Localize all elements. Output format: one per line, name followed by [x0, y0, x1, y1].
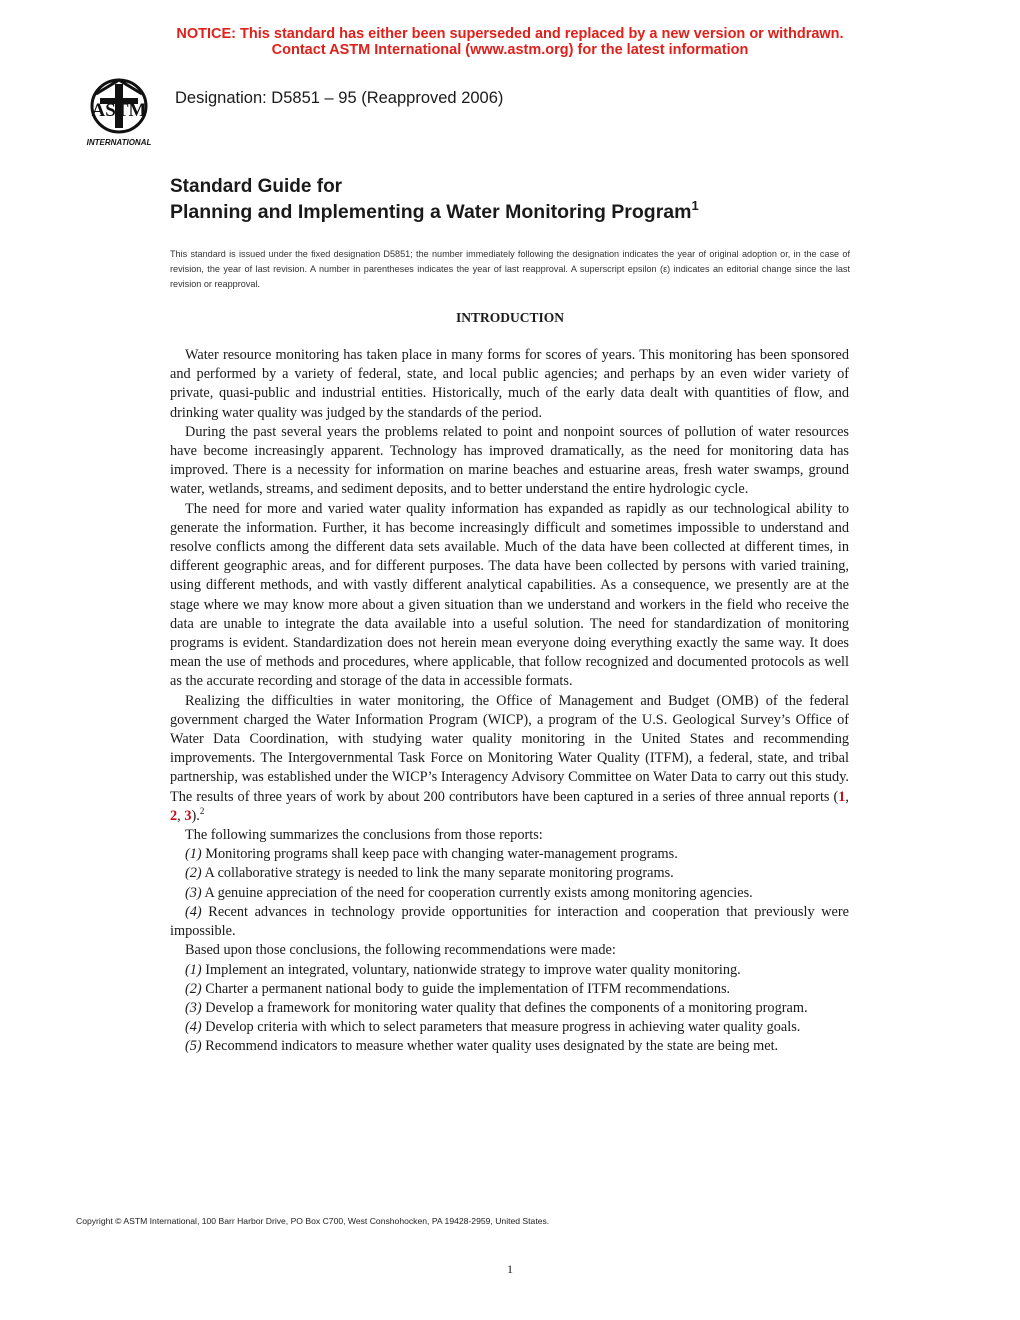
item-number: (5)	[185, 1038, 202, 1055]
document-title	[170, 175, 850, 225]
ref-separator: ,	[177, 807, 185, 824]
item-text: A collaborative strategy is needed to link the many separate monitoring programs.	[201, 865, 674, 882]
ref-close: ).	[191, 807, 200, 824]
page-number: 1	[507, 1262, 513, 1276]
introduction-heading: INTRODUCTION	[455, 310, 564, 325]
item-text: Charter a permanent national body to guide the implementation of ITFM recommendations.	[201, 980, 731, 997]
intro-paragraph: Water resource monitoring has taken place in many forms for scores of years. This monitoring has been sponsored and performed by a variety of federal, state, and local public agencies; and perhaps by an even wider variety of private, quasi-public and industrial entities. Historically, much of the early data dealt with quantities of flow, and drinking water quality was judged by the standards of the period.	[170, 347, 849, 421]
ref-separator: ,	[845, 788, 849, 805]
designation: Designation: D5851 – 95 (Reapproved 2006)	[175, 89, 504, 107]
item-text: Develop criteria with which to select parameters that measure progress in achieving water quality goals.	[201, 1019, 801, 1036]
item-text: Monitoring programs shall keep pace with changing water-management programs.	[201, 846, 678, 863]
conclusion-item	[170, 903, 849, 941]
astm-logo	[78, 76, 160, 148]
notice-line-1: NOTICE: This standard has either been superseded and replaced by a new version or withdrawn.	[176, 26, 844, 42]
item-number: (2)	[185, 980, 202, 997]
recommendation-item	[170, 999, 849, 1018]
item-number: (4)	[185, 903, 202, 920]
recommendation-item	[170, 980, 849, 999]
astm-logo-icon	[78, 76, 160, 148]
intro-paragraph: The need for more and varied water quality information has expanded as rapidly as our technological ability to generate the information. Further, it has become increasingly difficult and sometimes impossible to understand and resolve conflicts among the different data sets available. Much of the data have been collected at different times, in different geographic areas, and for different purposes. The data have been collected by persons with varied training, using different methods, and with vastly different analytical capabilities. As a consequence, we presently are at the stage where we may know more about a given situation than we understand and workers in the field who receive the data are unable to integrate the data available into a useful solution. The need for standardization of monitoring programs is evident. Standardization does not herein mean everyone doing everything exactly the same way. It does mean the use of methods and procedures, where applicable, that follow recognized and documented protocols as well as the accurate recording and storage of the data in accessible formats.	[170, 500, 849, 690]
notice-line-2: Contact ASTM International (www.astm.org) for the latest information	[271, 42, 749, 58]
logo-wordmark: ASTM	[91, 100, 147, 121]
omb-paragraph	[170, 692, 849, 826]
recommendation-item	[170, 961, 849, 980]
item-number: (3)	[185, 999, 202, 1016]
recommendation-item	[170, 1018, 849, 1037]
item-text: Develop a framework for monitoring water quality that defines the components of a monitoring program.	[201, 999, 808, 1016]
conclusion-item	[170, 884, 849, 903]
introduction-body	[170, 346, 849, 1057]
item-number: (3)	[185, 884, 202, 901]
item-text: A genuine appreciation of the need for cooperation currently exists among monitoring agencies.	[201, 884, 753, 901]
title-line-1: Standard Guide for	[170, 176, 343, 197]
reference-link-2[interactable]: 2	[170, 807, 178, 824]
item-number: (4)	[185, 1019, 202, 1036]
item-number: (1)	[185, 846, 202, 863]
footnote-marker: 2	[199, 805, 205, 816]
copyright-notice: Copyright © ASTM International, 100 Barr Harbor Drive, PO Box C700, West Conshohocken, PA 19428-2959, United States.	[76, 1216, 550, 1226]
conclusion-item	[170, 845, 849, 864]
reference-link-3[interactable]: 3	[184, 807, 192, 824]
recommendations-intro: Based upon those conclusions, the following recommendations were made:	[185, 942, 616, 959]
issuance-note: This standard is issued under the fixed designation D5851; the number immediately following the designation indicates the year of original adoption or, in the case of revision, the year of last revision. A number in parentheses indicates the year of last reapproval. A superscript epsilon (ε) indicates an editorial change since the last revision or reapproval.	[170, 249, 850, 289]
item-text: Recent advances in technology provide opportunities for interaction and cooperation that previously were impossible.	[170, 903, 849, 940]
intro-paragraph: During the past several years the problems related to point and nonpoint sources of pollution of water resources have become increasingly apparent. Technology has improved dramatically, as the need for monitoring data has improved. There is a necessity for information on marine beaches and estuarine areas, fresh water swamps, ground water, wetlands, streams, and sediment deposits, and to better understand the entire hydrologic cycle.	[170, 423, 849, 498]
conclusion-item	[170, 864, 849, 883]
item-text: Implement an integrated, voluntary, nationwide strategy to improve water quality monitoring.	[201, 961, 741, 978]
title-line-2	[170, 199, 850, 225]
item-number: (1)	[185, 961, 202, 978]
conclusions-intro: The following summarizes the conclusions from those reports:	[185, 827, 543, 844]
withdrawal-notice	[0, 26, 1020, 58]
omb-text: Realizing the difficulties in water monitoring, the Office of Management and Budget (OMB) of the federal government charged the Water Information Program (WICP), a program of the U.S. Geological Survey’s Office of Water Data Coordination, with studying water quality monitoring in the United States and recommending improvements. The Intergovernmental Task Force on Monitoring Water Quality (ITFM), a federal, state, and tribal partnership, was established under the WICP’s Interagency Advisory Committee on Water Data to carry out this study. The results of three years of work by about 200 contributors have been captured in a series of three annual reports (	[170, 692, 849, 805]
item-text: Recommend indicators to measure whether water quality uses designated by the state are being met.	[201, 1038, 779, 1055]
item-number: (2)	[185, 865, 202, 882]
title-footnote-marker: 1	[691, 198, 699, 213]
title-main: Planning and Implementing a Water Monitoring Program	[170, 201, 692, 223]
recommendation-item	[170, 1037, 849, 1056]
logo-label: INTERNATIONAL	[86, 138, 152, 147]
reference-link-1[interactable]: 1	[838, 788, 846, 805]
